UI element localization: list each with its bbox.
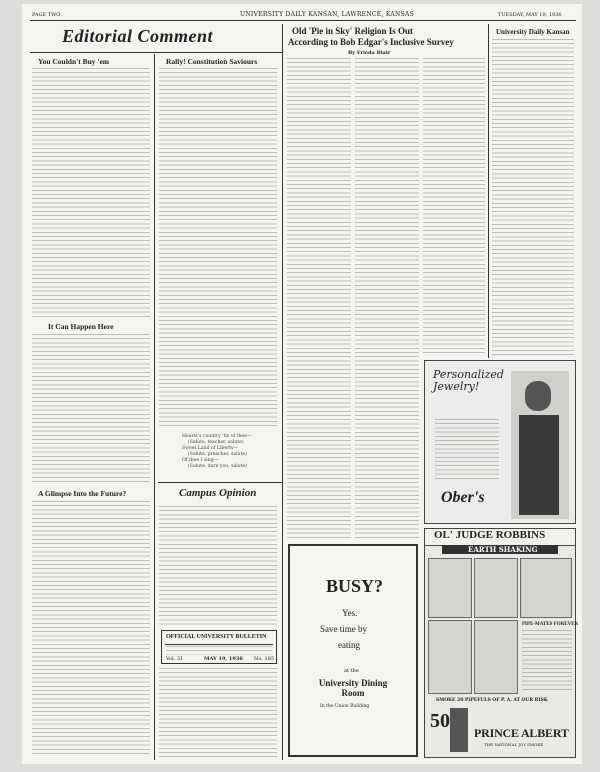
feature-byline: By Frieda Blair: [348, 50, 391, 56]
article-title: It Can Happen Here: [48, 322, 114, 331]
robbins-ad-subtitle: EARTH SHAKING: [468, 545, 538, 554]
robbins-side-body: [522, 630, 572, 692]
person-illustration-icon: [525, 381, 551, 411]
feature-headline: Old 'Pie in Sky' Religion Is Out: [292, 26, 414, 36]
comic-panel-icon: [428, 558, 472, 618]
ad-text: Yes.: [342, 608, 358, 618]
ad-text: In the Union Building: [320, 704, 370, 709]
poem-line: Sweet Land of Liberty—: [182, 446, 239, 451]
column-rule: [488, 24, 489, 358]
feature-body: [355, 58, 419, 538]
prince-albert-tagline: THE NATIONAL JOY SMOKE: [484, 742, 544, 747]
bulletin-notices: [159, 668, 277, 760]
poem-line: (Salute, preacher, salute): [188, 452, 247, 457]
robbins-offer: SMOKE 20 PIPEFULS OF P. A. AT OUR RISK: [436, 698, 548, 703]
staff-box-body: [492, 39, 574, 357]
jewelry-ad-script: Personalized Jewelry!: [433, 368, 504, 393]
poem-line: Of thee I sing—: [182, 458, 219, 463]
feature-body: [287, 58, 351, 538]
column-rule: [282, 24, 283, 760]
poem-line: Hearst's country 'tis of thee—: [182, 434, 252, 439]
robbins-ad-title: OL' JUDGE ROBBINS: [434, 529, 546, 541]
person-illustration-icon: [519, 415, 559, 515]
ad-text: Save time by: [320, 624, 367, 634]
article-title: You Couldn't Buy 'em: [38, 57, 110, 66]
poem-line: (Salute, darn you, salute): [188, 464, 248, 469]
masthead-rule: [30, 20, 576, 21]
robbins-side-title: PIPE-MATES FOREVER: [522, 622, 579, 627]
ad-headline: BUSY?: [326, 576, 384, 596]
official-bulletin-box: [161, 630, 277, 664]
feature-headline: According to Bob Edgar's Inclusive Survey: [288, 37, 454, 47]
comic-panel-icon: [474, 558, 518, 618]
campus-opinion-body: [159, 506, 277, 626]
editorial-rule: [30, 52, 282, 53]
campus-opinion-title: Campus Opinion: [179, 487, 257, 499]
jewelry-ad-body: [435, 419, 499, 479]
comic-panel-icon: [428, 620, 472, 694]
bulletin-number: No. 185: [254, 656, 275, 662]
article-title: Rally! Constitution Saviours: [166, 57, 258, 66]
ad-text: at the: [344, 668, 359, 674]
article-body: [32, 68, 150, 318]
newspaper-page: [22, 4, 582, 764]
robbins-offer-number: 50: [430, 710, 450, 732]
dining-room-name: University Dining Room: [318, 678, 388, 698]
jewelry-ad: [424, 360, 576, 524]
comic-panel-icon: [520, 558, 572, 618]
page-number: PAGE TWO: [32, 12, 61, 18]
campus-rule: [158, 482, 282, 483]
poem: [182, 434, 251, 470]
poem-line: (Salute, teacher, salute): [188, 440, 244, 445]
prince-albert-brand: PRINCE ALBERT: [474, 726, 569, 740]
issue-date: TUESDAY, MAY 19, 1936: [498, 12, 562, 18]
bulletin-volume: Vol. 31: [166, 656, 184, 662]
bulletin-rule: [165, 644, 273, 645]
dining-room-ad: [288, 544, 418, 757]
bulletin-date: MAY 19, 1936: [204, 656, 243, 662]
article-title: A Glimpse Into the Future?: [38, 489, 127, 498]
jewelry-ad-brand: Ober's: [441, 489, 485, 506]
ad-text: eating: [338, 640, 360, 650]
bulletin-title: OFFICIAL UNIVERSITY BULLETIN: [166, 634, 267, 640]
bulletin-body: [166, 646, 272, 655]
feature-body: [423, 58, 485, 356]
staff-box-title: University Daily Kansan: [496, 28, 570, 36]
comic-panel-icon: [474, 620, 518, 694]
article-body: [32, 501, 150, 756]
tobacco-tin-icon: [450, 708, 468, 752]
paper-title: UNIVERSITY DAILY KANSAN, LAWRENCE, KANSAS: [240, 11, 415, 18]
column-rule: [154, 54, 155, 760]
article-body: [32, 334, 150, 484]
article-body: [159, 68, 277, 428]
editorial-title: Editorial Comment: [62, 26, 214, 46]
